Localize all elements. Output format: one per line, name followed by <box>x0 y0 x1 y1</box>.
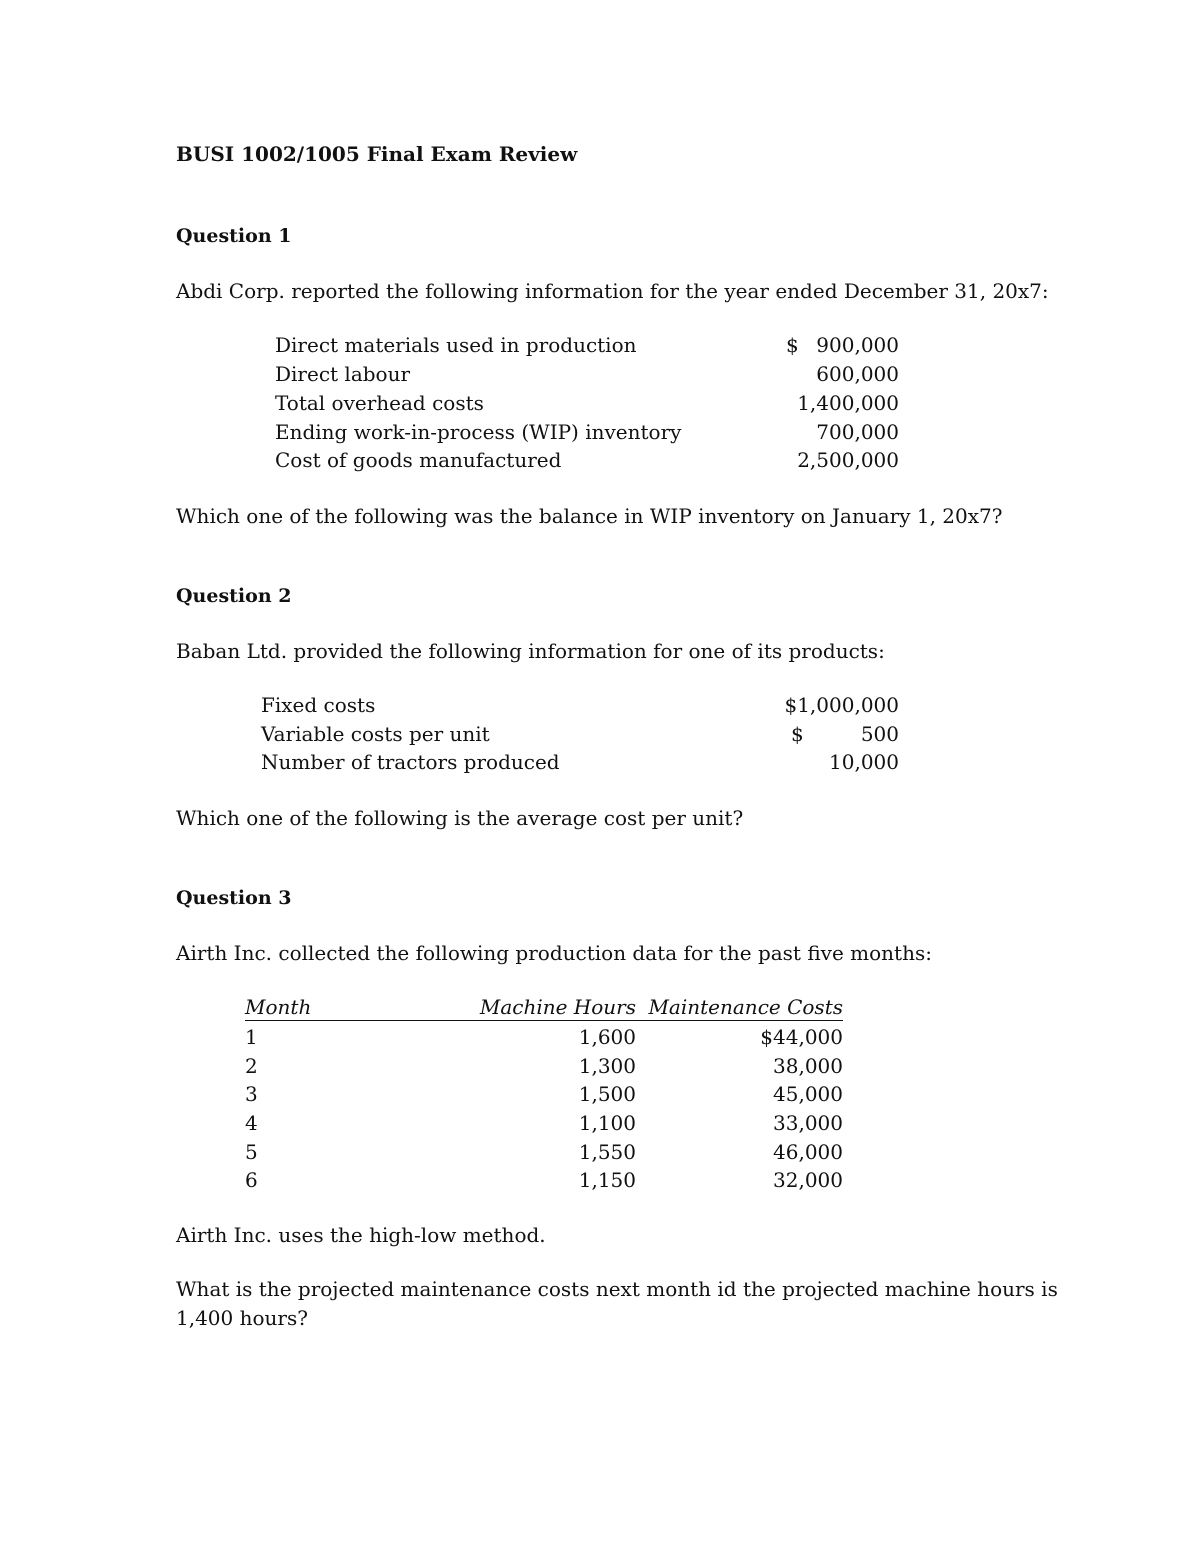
cell-maintenance-cost: 46,000 <box>773 1140 843 1164</box>
row-label: Fixed costs <box>261 693 376 717</box>
question-2-prompt: Which one of the following is the average cost per unit? <box>176 806 744 830</box>
cell-month: 4 <box>245 1111 258 1135</box>
table-row <box>275 389 899 418</box>
row-amount: 900,000 <box>816 333 899 357</box>
cell-machine-hours: 1,550 <box>578 1140 636 1164</box>
table-row <box>275 446 899 475</box>
cell-month: 2 <box>245 1054 258 1078</box>
question-3-prompt-line-2: 1,400 hours? <box>176 1306 308 1330</box>
row-label: Ending work-in-process (WIP) inventory <box>275 420 682 444</box>
question-3-intro: Airth Inc. collected the following production data for the past five months: <box>176 941 932 965</box>
cell-month: 1 <box>245 1025 258 1049</box>
table-row <box>261 720 899 749</box>
cell-machine-hours: 1,300 <box>578 1054 636 1078</box>
cell-month: 5 <box>245 1140 258 1164</box>
question-1-heading: Question 1 <box>176 225 292 247</box>
cell-month: 3 <box>245 1082 258 1106</box>
question-3-heading: Question 3 <box>176 887 292 909</box>
question-3-prompt-line-1: What is the projected maintenance costs next month id the projected machine hours is <box>176 1277 1058 1301</box>
table-row <box>275 418 899 447</box>
question-1-prompt: Which one of the following was the balance in WIP inventory on January 1, 20x7? <box>176 504 1003 528</box>
table-row <box>245 1166 843 1195</box>
row-currency: $ <box>786 333 799 357</box>
row-label: Total overhead costs <box>275 391 484 415</box>
cell-maintenance-cost: 33,000 <box>773 1111 843 1135</box>
table-row <box>261 748 899 777</box>
question-2-intro: Baban Ltd. provided the following information for one of its products: <box>176 639 885 663</box>
cell-maintenance-cost: $44,000 <box>760 1025 843 1049</box>
row-amount: 2,500,000 <box>797 448 899 472</box>
cell-maintenance-cost: 38,000 <box>773 1054 843 1078</box>
row-currency: $ <box>791 722 804 746</box>
row-label: Direct labour <box>275 362 411 386</box>
table-row <box>261 691 899 720</box>
row-label: Cost of goods manufactured <box>275 448 562 472</box>
cell-maintenance-cost: 45,000 <box>773 1082 843 1106</box>
row-label: Variable costs per unit <box>261 722 490 746</box>
table-row <box>245 1052 843 1081</box>
column-header-month: Month <box>245 995 312 1019</box>
table-row <box>275 331 899 360</box>
table-row <box>245 1080 843 1109</box>
table-row <box>245 1023 843 1052</box>
row-amount: 700,000 <box>816 420 899 444</box>
question-3-method: Airth Inc. uses the high-low method. <box>176 1223 546 1247</box>
question-1-intro: Abdi Corp. reported the following information for the year ended December 31, 20x7: <box>176 279 1049 303</box>
header-underline <box>245 1020 843 1021</box>
row-label: Number of tractors produced <box>261 750 560 774</box>
cell-machine-hours: 1,150 <box>578 1168 636 1192</box>
table-row <box>245 1138 843 1167</box>
cell-machine-hours: 1,600 <box>578 1025 636 1049</box>
question-2-heading: Question 2 <box>176 585 292 607</box>
row-label: Direct materials used in production <box>275 333 637 357</box>
cell-month: 6 <box>245 1168 258 1192</box>
table-header-row <box>245 993 843 1022</box>
row-amount: 500 <box>860 722 899 746</box>
table-row <box>275 360 899 389</box>
cell-maintenance-cost: 32,000 <box>773 1168 843 1192</box>
cell-machine-hours: 1,500 <box>578 1082 636 1106</box>
row-amount: 600,000 <box>816 362 899 386</box>
column-header-machine-hours: Machine Hours <box>479 995 636 1019</box>
document-title: BUSI 1002/1005 Final Exam Review <box>176 142 578 166</box>
column-header-maintenance-costs: Maintenance Costs <box>648 995 843 1019</box>
row-amount: 10,000 <box>829 750 899 774</box>
table-row <box>245 1109 843 1138</box>
row-amount: $1,000,000 <box>784 693 899 717</box>
cell-machine-hours: 1,100 <box>578 1111 636 1135</box>
row-amount: 1,400,000 <box>797 391 899 415</box>
